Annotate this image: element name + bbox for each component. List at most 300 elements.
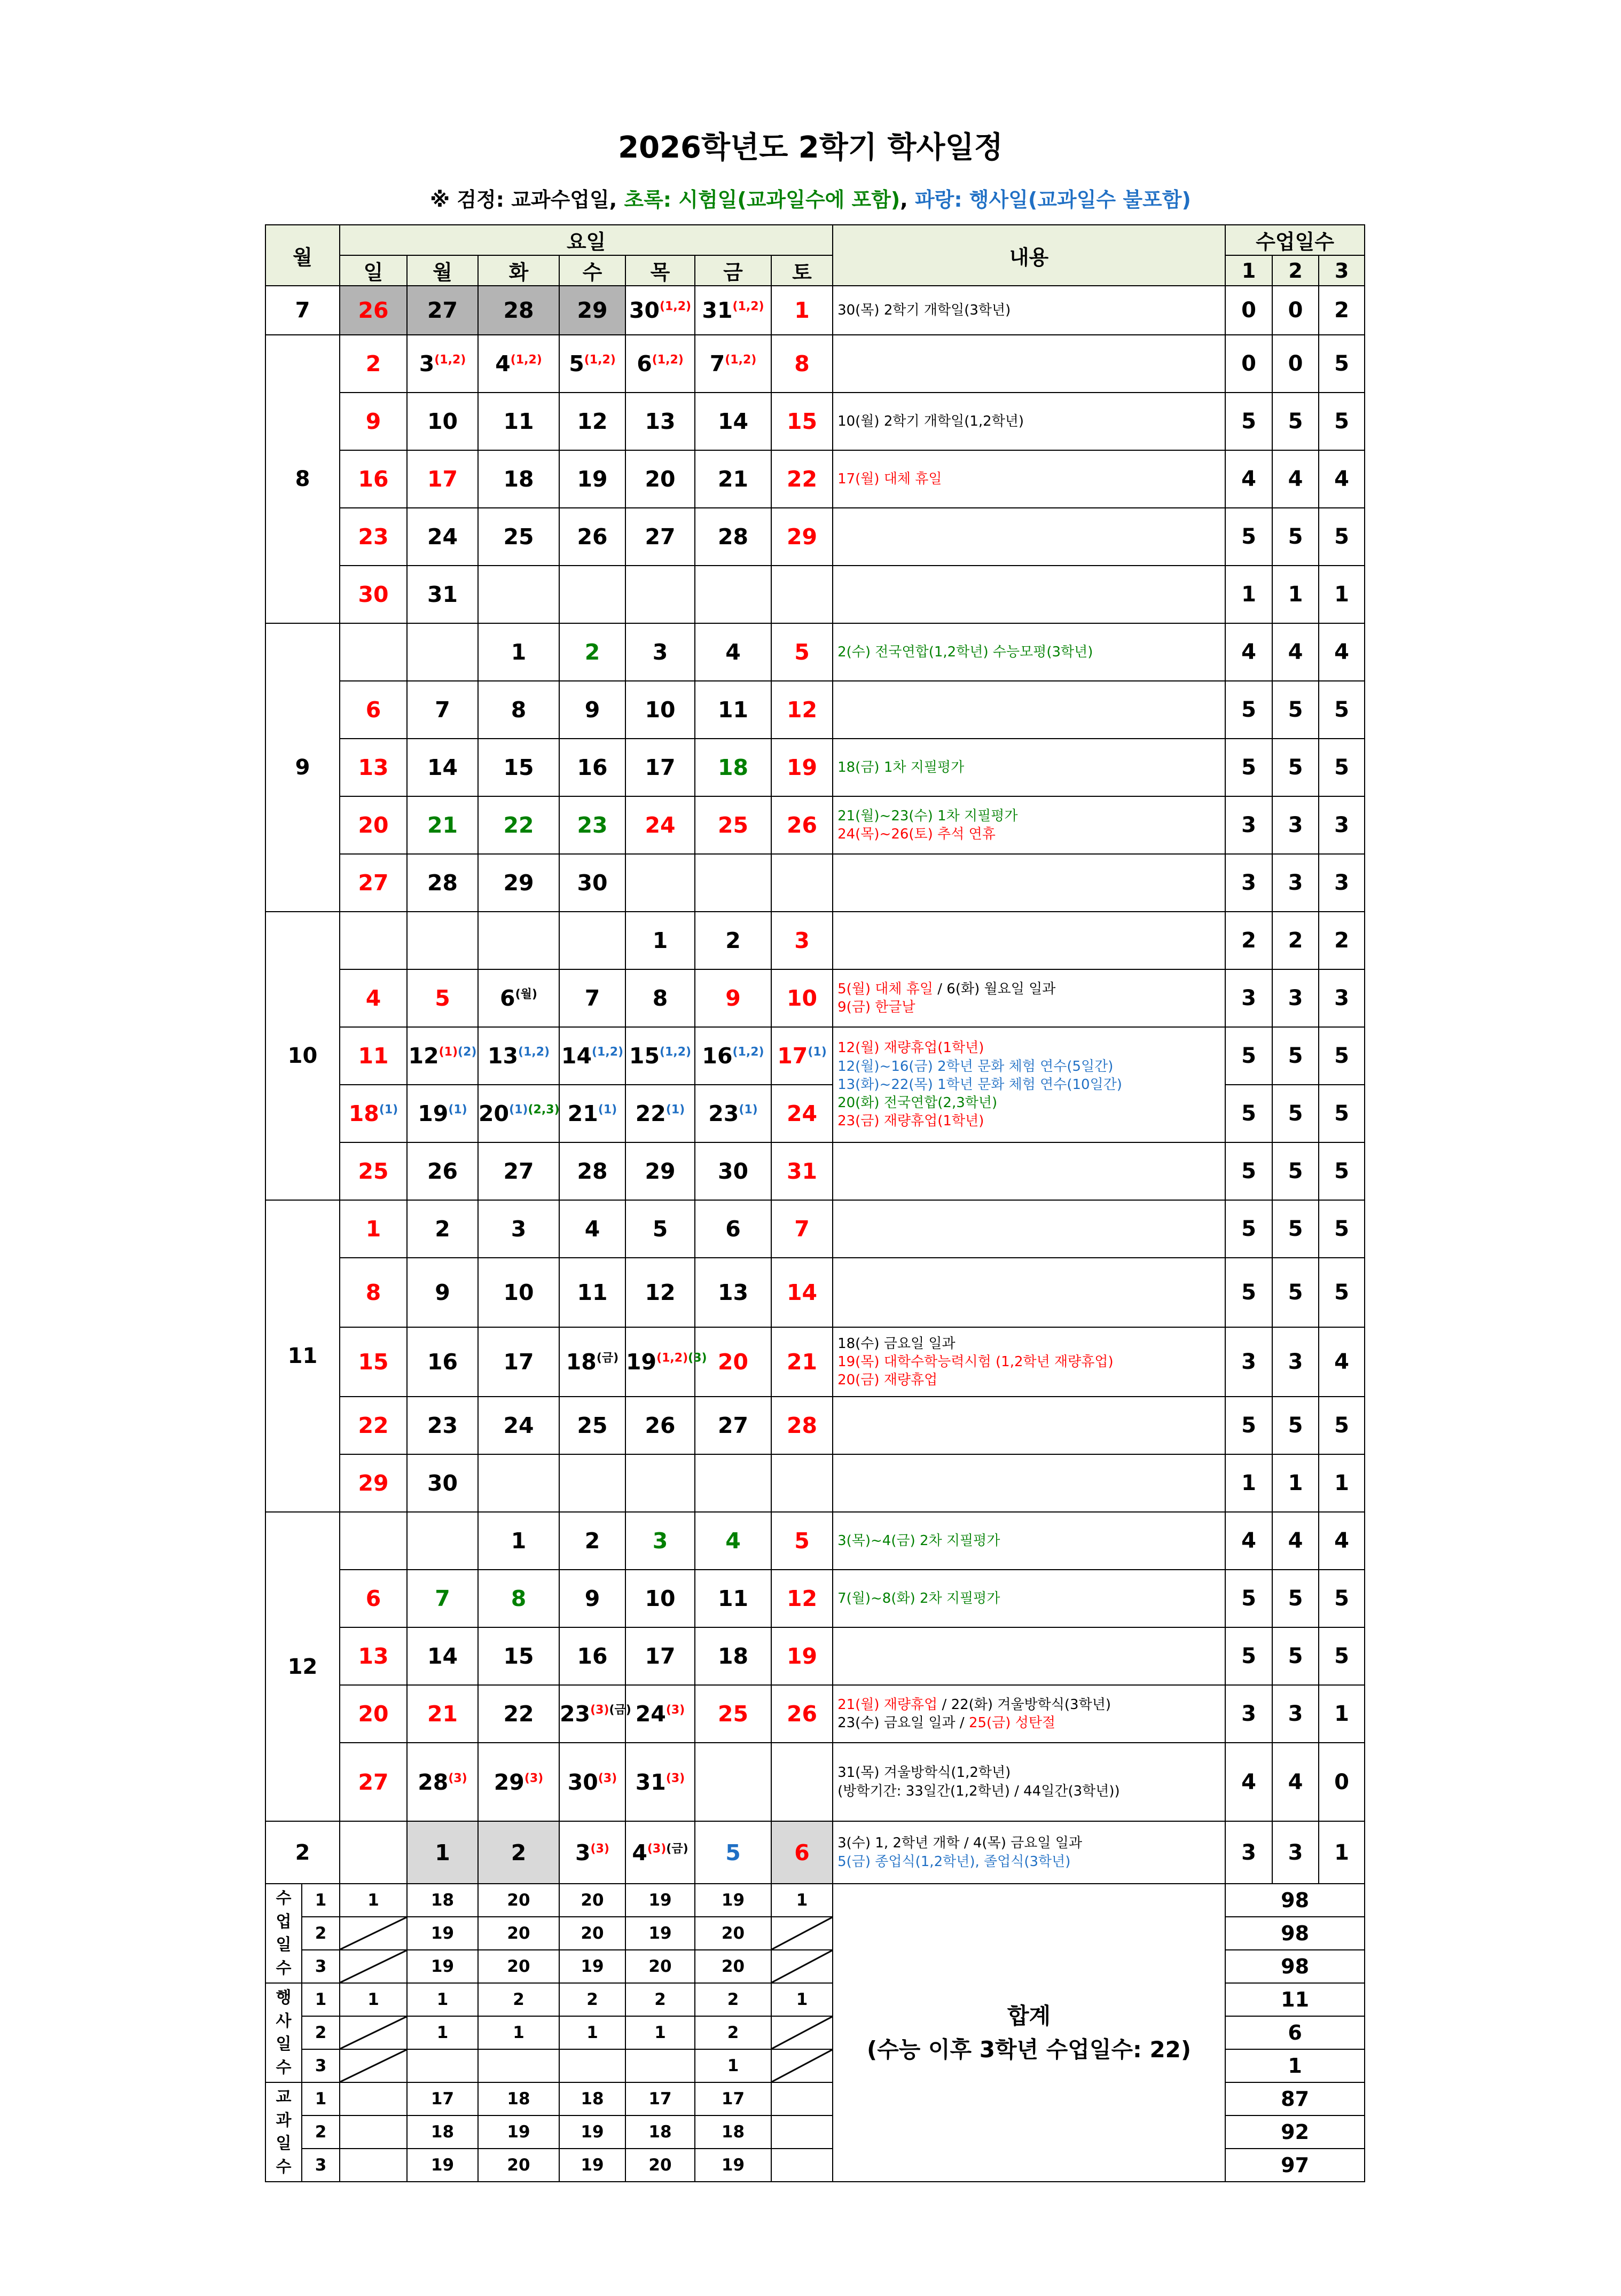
day-number: 14 — [427, 755, 458, 780]
summary-value — [340, 2082, 407, 2115]
day-number: 3 — [652, 639, 668, 665]
day-number: 28 — [577, 1158, 608, 1184]
class-day-count: 5 — [1225, 1200, 1272, 1258]
day-cell — [559, 1397, 625, 1454]
schedule-note — [833, 450, 1225, 508]
day-number: 16 — [702, 1043, 733, 1069]
day-cell — [771, 508, 833, 566]
day-cell — [559, 912, 625, 969]
day-number: 6 — [794, 1839, 810, 1866]
note-line — [837, 301, 1225, 319]
note-text: 10(월) 2학기 개학일(1,2학년) — [837, 413, 1024, 429]
day-cell — [478, 1570, 559, 1627]
day-cell — [559, 1327, 625, 1397]
summary-total: 92 — [1225, 2115, 1365, 2149]
summary-total: 98 — [1225, 1917, 1365, 1950]
day-cell — [478, 912, 559, 969]
schedule-note — [833, 854, 1225, 912]
summary-value: 18 — [478, 2082, 559, 2115]
note-line — [837, 1764, 1225, 1782]
day-cell — [771, 739, 833, 796]
class-day-count: 5 — [1225, 681, 1272, 739]
day-number: 20 — [717, 1349, 749, 1375]
day-cell — [625, 969, 695, 1027]
summary-value: 19 — [625, 1884, 695, 1917]
header-day: 토 — [771, 255, 833, 286]
day-cell — [340, 739, 407, 796]
class-day-count: 5 — [1319, 1397, 1365, 1454]
class-day-count: 3 — [1272, 1685, 1319, 1743]
summary-value: 19 — [559, 1950, 625, 1983]
day-cell — [340, 1512, 407, 1570]
day-cell — [559, 1570, 625, 1627]
day-number: 9 — [725, 985, 741, 1011]
note-text: / 22(화) 겨울방학식(3학년) — [937, 1696, 1111, 1713]
grade-marker: (1,2) — [434, 353, 466, 367]
summary-label-char: 수 — [276, 2157, 292, 2176]
summary-value — [771, 2149, 833, 2182]
day-cell — [695, 1743, 771, 1821]
grade-marker: (3) — [448, 1771, 467, 1785]
header-grade: 1 — [1225, 255, 1272, 286]
day-number: 20 — [358, 1701, 389, 1727]
note-line — [837, 1834, 1225, 1852]
day-number: 15 — [358, 1349, 389, 1375]
day-cell — [695, 1258, 771, 1327]
day-cell — [559, 393, 625, 450]
month-cell: 2 — [265, 1821, 340, 1884]
day-number: 21 — [427, 1701, 458, 1727]
note-text: 19(목) 대학수학능력시험 (1,2학년 재량휴업) — [837, 1353, 1114, 1370]
class-day-count: 4 — [1319, 1512, 1365, 1570]
grade-marker: (1,2) — [659, 1045, 692, 1059]
day-cell — [478, 1512, 559, 1570]
summary-value: 1 — [625, 2016, 695, 2049]
day-number: 20 — [645, 466, 676, 492]
note-text: 18(수) 금요일 일과 — [837, 1335, 956, 1352]
day-number: 1 — [435, 1839, 450, 1866]
summary-value: 1 — [695, 2049, 771, 2082]
class-day-count: 5 — [1319, 1627, 1365, 1685]
summary-total: 11 — [1225, 1983, 1365, 2016]
class-day-count: 4 — [1319, 1327, 1365, 1397]
schedule-note — [833, 393, 1225, 450]
day-number: 25 — [717, 812, 749, 838]
day-cell — [625, 1085, 695, 1142]
day-number: 30 — [427, 1470, 458, 1496]
class-day-count: 3 — [1272, 796, 1319, 854]
day-number: 19 — [787, 755, 818, 780]
day-cell — [559, 1685, 631, 1743]
day-number: 19 — [626, 1349, 657, 1375]
note-text: (방학기간: 33일간(1,2학년) / 44일간(3학년)) — [837, 1783, 1120, 1799]
schedule-table — [265, 224, 1365, 2182]
day-number: 4 — [365, 985, 381, 1011]
day-number: 14 — [717, 409, 749, 434]
legend — [0, 183, 1621, 213]
day-number: 11 — [717, 1586, 749, 1611]
day-number: 27 — [358, 870, 389, 896]
day-cell — [559, 1142, 625, 1200]
header-weekday: 요일 — [340, 225, 833, 255]
day-cell — [407, 681, 478, 739]
day-number: 22 — [635, 1101, 666, 1126]
day-cell — [625, 286, 695, 335]
day-cell — [559, 1821, 625, 1884]
day-number: 13 — [487, 1043, 518, 1069]
legend-blue: 파랑: 행사일(교과일수 불포함) — [914, 188, 1191, 211]
day-number: 27 — [717, 1413, 749, 1438]
month-cell: 12 — [265, 1512, 340, 1821]
day-cell — [695, 566, 771, 623]
summary-grade: 1 — [302, 1983, 340, 2016]
day-number: 30 — [567, 1769, 598, 1795]
header-class-days: 수업일수 — [1225, 225, 1365, 255]
summary-label-char: 업 — [276, 1912, 292, 1931]
class-day-count: 1 — [1272, 1454, 1319, 1512]
day-number: 12 — [577, 409, 608, 434]
schedule-note — [833, 912, 1225, 969]
grade-marker: (1,2) — [732, 1045, 764, 1059]
summary-value — [771, 2115, 833, 2149]
day-number: 31 — [702, 297, 733, 323]
day-number: 27 — [427, 297, 458, 323]
month-cell: 7 — [265, 286, 340, 335]
summary-total-label — [833, 1884, 1225, 2182]
day-number: 1 — [511, 1528, 527, 1554]
grade-marker: (1,2) — [652, 353, 684, 367]
day-cell — [407, 623, 478, 681]
note-text: 20(화) 전국연합(2,3학년) — [837, 1095, 998, 1111]
day-number: 19 — [787, 1643, 818, 1669]
day-cell — [625, 1258, 695, 1327]
day-cell — [407, 1570, 478, 1627]
day-cell — [407, 335, 478, 393]
note-text: 21(월)~23(수) 1차 지필평가 — [837, 808, 1018, 824]
day-number: 30 — [717, 1158, 749, 1184]
day-cell — [771, 1512, 833, 1570]
day-cell — [340, 1085, 407, 1142]
day-cell — [625, 1570, 695, 1627]
day-cell — [559, 335, 625, 393]
day-cell — [771, 681, 833, 739]
day-number: 9 — [584, 1586, 600, 1611]
day-number: 4 — [632, 1839, 647, 1866]
summary-value: 1 — [407, 1983, 478, 2016]
day-cell — [625, 796, 695, 854]
day-cell — [695, 1200, 771, 1258]
class-day-count: 1 — [1272, 566, 1319, 623]
day-number: 4 — [584, 1216, 600, 1242]
day-cell — [340, 286, 407, 335]
summary-value: 1 — [771, 1884, 833, 1917]
class-day-count: 5 — [1319, 681, 1365, 739]
day-cell — [478, 1200, 559, 1258]
class-day-count: 1 — [1319, 1821, 1365, 1884]
day-cell — [407, 1327, 478, 1397]
day-cell — [625, 450, 695, 508]
summary-value — [340, 2016, 407, 2049]
note-text: 20(금) 재량휴업 — [837, 1372, 938, 1389]
day-number: 23 — [708, 1101, 739, 1126]
summary-value — [771, 1917, 833, 1950]
day-cell — [559, 854, 625, 912]
class-day-count: 3 — [1319, 796, 1365, 854]
day-cell — [340, 854, 407, 912]
day-cell — [478, 739, 559, 796]
schedule-note — [833, 623, 1225, 681]
schedule-note — [833, 681, 1225, 739]
day-number: 21 — [717, 466, 749, 492]
day-cell — [695, 1027, 771, 1085]
day-cell — [625, 1627, 695, 1685]
day-cell — [695, 335, 771, 393]
summary-grade: 1 — [302, 2082, 340, 2115]
class-day-count: 3 — [1225, 1327, 1272, 1397]
note-text: 25(금) 성탄절 — [968, 1715, 1056, 1731]
day-number: 20 — [358, 812, 389, 838]
class-day-count: 0 — [1319, 1743, 1365, 1821]
class-day-count: 5 — [1272, 1627, 1319, 1685]
summary-grade: 2 — [302, 2115, 340, 2149]
day-number: 15 — [787, 409, 818, 434]
summary-value: 18 — [695, 2115, 771, 2149]
class-day-count: 3 — [1225, 1685, 1272, 1743]
day-cell — [625, 1454, 695, 1512]
schedule-note — [833, 1743, 1225, 1821]
summary-label-char: 일 — [276, 2035, 292, 2054]
day-number: 22 — [787, 466, 818, 492]
note-text: 9(금) 한글날 — [837, 999, 915, 1015]
day-cell — [407, 739, 478, 796]
day-cell — [625, 623, 695, 681]
day-number: 3 — [652, 1528, 668, 1554]
note-line — [837, 1057, 1225, 1076]
class-day-count: 1 — [1225, 1454, 1272, 1512]
day-cell — [340, 796, 407, 854]
day-cell — [695, 854, 771, 912]
summary-value: 19 — [478, 2115, 559, 2149]
grade-marker: (금) — [596, 1351, 619, 1365]
class-day-count: 5 — [1272, 508, 1319, 566]
day-cell — [478, 796, 559, 854]
day-cell — [478, 1327, 559, 1397]
day-number: 2 — [511, 1839, 527, 1866]
class-day-count: 5 — [1225, 393, 1272, 450]
day-number: 18 — [717, 1643, 749, 1669]
total-note: (수능 이후 3학년 수업일수: 22) — [867, 2036, 1192, 2063]
day-cell — [695, 623, 771, 681]
day-cell — [407, 1200, 478, 1258]
class-day-count: 5 — [1225, 1027, 1272, 1085]
note-line — [837, 1335, 1225, 1353]
day-number: 31 — [635, 1769, 666, 1795]
class-day-count: 5 — [1272, 1027, 1319, 1085]
schedule-note — [833, 1397, 1225, 1454]
day-cell — [625, 1142, 695, 1200]
day-cell — [559, 969, 625, 1027]
summary-value: 1 — [340, 1983, 407, 2016]
day-cell — [478, 566, 559, 623]
summary-value — [625, 2049, 695, 2082]
day-cell — [695, 1685, 771, 1743]
day-cell — [340, 450, 407, 508]
day-number: 25 — [717, 1701, 749, 1727]
day-number: 23 — [427, 1413, 458, 1438]
day-number: 9 — [584, 697, 600, 723]
day-cell — [559, 1627, 625, 1685]
summary-label-char: 행 — [276, 1988, 292, 2007]
summary-value: 18 — [407, 1884, 478, 1917]
class-day-count: 3 — [1272, 1821, 1319, 1884]
day-number: 14 — [787, 1280, 818, 1305]
grade-marker: (3) — [647, 1841, 667, 1855]
summary-value — [771, 2082, 833, 2115]
class-day-count: 0 — [1225, 335, 1272, 393]
day-cell — [695, 450, 771, 508]
day-cell — [771, 1142, 833, 1200]
class-day-count: 4 — [1272, 450, 1319, 508]
day-cell — [340, 969, 407, 1027]
day-cell — [625, 1821, 695, 1884]
class-day-count: 4 — [1272, 1743, 1319, 1821]
day-cell — [478, 623, 559, 681]
class-day-count: 4 — [1319, 450, 1365, 508]
class-day-count: 1 — [1319, 1685, 1365, 1743]
class-day-count: 1 — [1319, 566, 1365, 623]
day-number: 20 — [479, 1101, 510, 1126]
summary-value: 17 — [625, 2082, 695, 2115]
day-number: 29 — [645, 1158, 676, 1184]
day-cell — [625, 393, 695, 450]
summary-total: 6 — [1225, 2016, 1365, 2049]
summary-value: 20 — [695, 1950, 771, 1983]
day-cell — [478, 1027, 559, 1085]
day-cell — [625, 1685, 695, 1743]
summary-value — [340, 2149, 407, 2182]
day-number: 15 — [629, 1043, 660, 1069]
day-number: 8 — [794, 351, 810, 377]
summary-value: 19 — [559, 2149, 625, 2182]
summary-value: 18 — [407, 2115, 478, 2149]
summary-value: 19 — [559, 2115, 625, 2149]
day-number: 7 — [584, 985, 600, 1011]
class-day-count: 5 — [1319, 1027, 1365, 1085]
day-cell — [695, 1627, 771, 1685]
note-line — [837, 1371, 1225, 1389]
day-number: 6 — [365, 1586, 381, 1611]
summary-value — [771, 2049, 833, 2082]
class-day-count: 5 — [1272, 739, 1319, 796]
day-cell — [695, 286, 771, 335]
day-cell — [407, 1397, 478, 1454]
day-cell — [695, 508, 771, 566]
day-cell — [771, 1027, 833, 1085]
day-cell — [625, 1397, 695, 1454]
header-day: 금 — [695, 255, 771, 286]
day-cell — [407, 450, 478, 508]
summary-value: 18 — [559, 2082, 625, 2115]
day-cell — [340, 1142, 407, 1200]
summary-grade: 3 — [302, 1950, 340, 1983]
day-cell — [478, 1743, 559, 1821]
header-day: 화 — [478, 255, 559, 286]
day-cell — [695, 739, 771, 796]
day-cell — [771, 1743, 833, 1821]
grade-marker: (3) — [524, 1771, 544, 1785]
day-cell — [695, 1821, 771, 1884]
grade-marker: (3) — [688, 1351, 707, 1365]
day-number: 8 — [511, 1586, 527, 1611]
class-day-count: 5 — [1225, 1085, 1272, 1142]
day-cell — [771, 912, 833, 969]
day-number: 30 — [358, 582, 389, 607]
summary-value: 2 — [695, 2016, 771, 2049]
summary-value — [478, 2049, 559, 2082]
day-cell — [625, 1200, 695, 1258]
note-line — [837, 1039, 1225, 1057]
day-cell — [340, 623, 407, 681]
note-line — [837, 807, 1225, 825]
day-number: 10 — [645, 1586, 676, 1611]
class-day-count: 2 — [1225, 912, 1272, 969]
note-text: 17(월) 대체 휴일 — [837, 471, 942, 487]
summary-value: 20 — [625, 2149, 695, 2182]
day-cell — [625, 912, 695, 969]
day-number: 6 — [500, 985, 515, 1011]
day-cell — [340, 1027, 407, 1085]
day-cell — [559, 1085, 625, 1142]
day-cell — [695, 681, 771, 739]
day-cell — [407, 566, 478, 623]
class-day-count: 5 — [1319, 335, 1365, 393]
class-day-count: 5 — [1319, 508, 1365, 566]
day-cell — [625, 508, 695, 566]
day-number: 11 — [358, 1043, 389, 1069]
note-line — [837, 1094, 1225, 1112]
summary-grade: 2 — [302, 1917, 340, 1950]
summary-value: 17 — [407, 2082, 478, 2115]
summary-label-char: 일 — [276, 1935, 292, 1954]
note-line — [837, 1353, 1225, 1371]
day-number: 7 — [794, 1216, 810, 1242]
schedule-note — [833, 1454, 1225, 1512]
day-cell — [478, 1627, 559, 1685]
day-number: 18 — [717, 755, 749, 780]
day-cell — [559, 508, 625, 566]
day-number: 15 — [503, 1643, 534, 1669]
header-month: 월 — [265, 225, 340, 286]
grade-marker: (1,2) — [659, 300, 692, 314]
summary-value: 20 — [478, 1884, 559, 1917]
day-number: 25 — [503, 524, 534, 550]
grade-marker: (1) — [438, 1045, 458, 1059]
summary-value — [559, 2049, 625, 2082]
total-label: 합계 — [1007, 2003, 1051, 2029]
day-cell — [771, 1397, 833, 1454]
class-day-count: 5 — [1272, 1258, 1319, 1327]
day-number: 10 — [645, 697, 676, 723]
schedule-note — [833, 1027, 1225, 1142]
day-number: 26 — [577, 524, 608, 550]
day-number: 1 — [511, 639, 527, 665]
day-number: 26 — [787, 1701, 818, 1727]
day-cell — [625, 1027, 695, 1085]
grade-marker: (3) — [598, 1771, 617, 1785]
day-number: 16 — [427, 1349, 458, 1375]
summary-value: 20 — [478, 1917, 559, 1950]
summary-total: 1 — [1225, 2049, 1365, 2082]
